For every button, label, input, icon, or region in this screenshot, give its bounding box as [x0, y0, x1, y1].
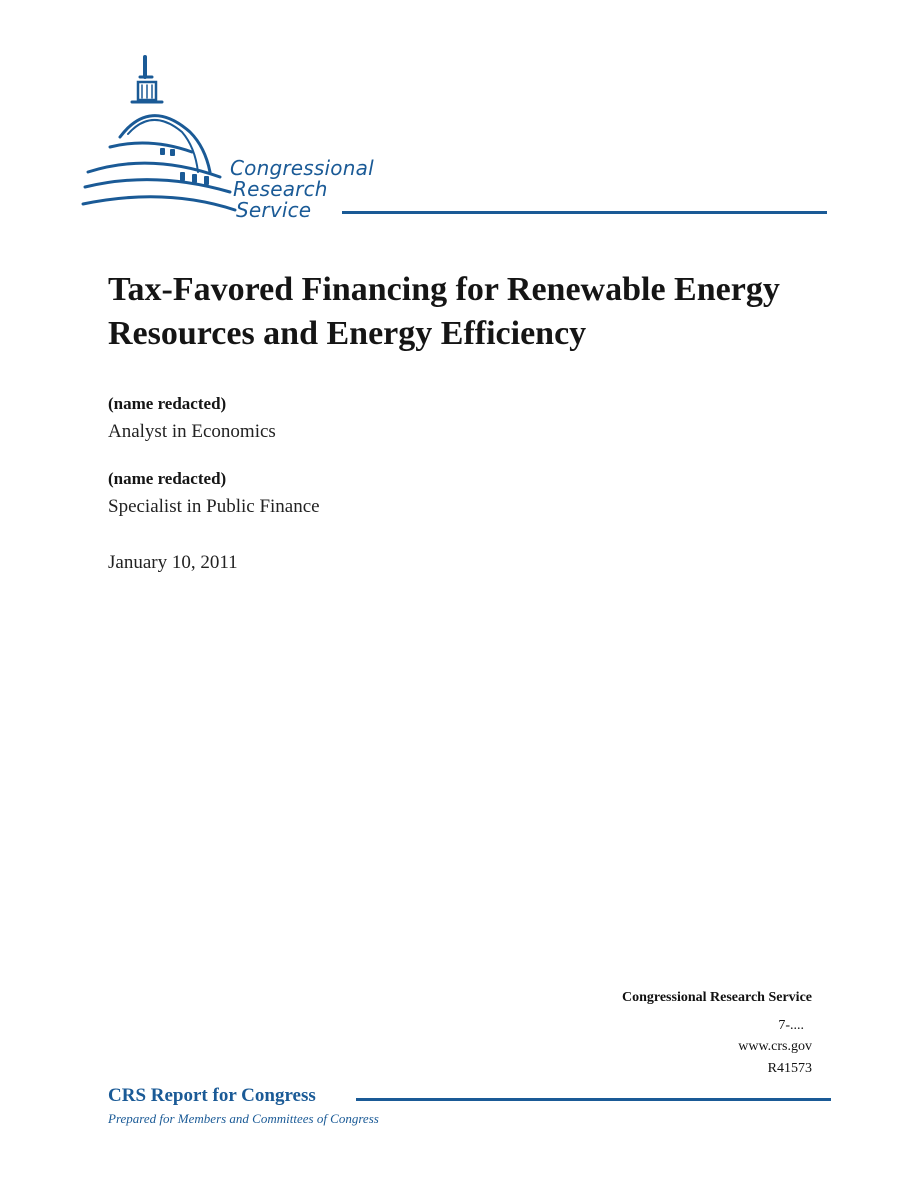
crs-logo [80, 52, 830, 222]
crs-report-label: CRS Report for Congress [108, 1085, 316, 1106]
logo-word-congressional: Congressional [230, 156, 374, 180]
footer-code: 7-.... [778, 1018, 804, 1033]
logo-rule [342, 211, 827, 214]
report-date: January 10, 2011 [108, 552, 238, 573]
author-2-name: (name redacted) [108, 469, 227, 488]
report-title: Tax-Favored Financing for Renewable Energy Resources and Energy Efficiency [108, 271, 780, 352]
footer-report-number: R41573 [767, 1061, 812, 1076]
footer-org: Congressional Research Service [621, 990, 812, 1005]
logo-word-service: Service [236, 198, 312, 222]
author-2-role: Specialist in Public Finance [108, 496, 320, 517]
capitol-dome-icon [80, 52, 250, 222]
author-1-role: Analyst in Economics [108, 421, 276, 442]
prepared-for-text: Prepared for Members and Committees of Congress [108, 1111, 379, 1126]
author-1-name: (name redacted) [108, 394, 227, 413]
footer-rule [356, 1098, 831, 1101]
footer-website[interactable]: www.crs.gov [738, 1039, 812, 1054]
logo-word-research: Research [233, 177, 328, 201]
